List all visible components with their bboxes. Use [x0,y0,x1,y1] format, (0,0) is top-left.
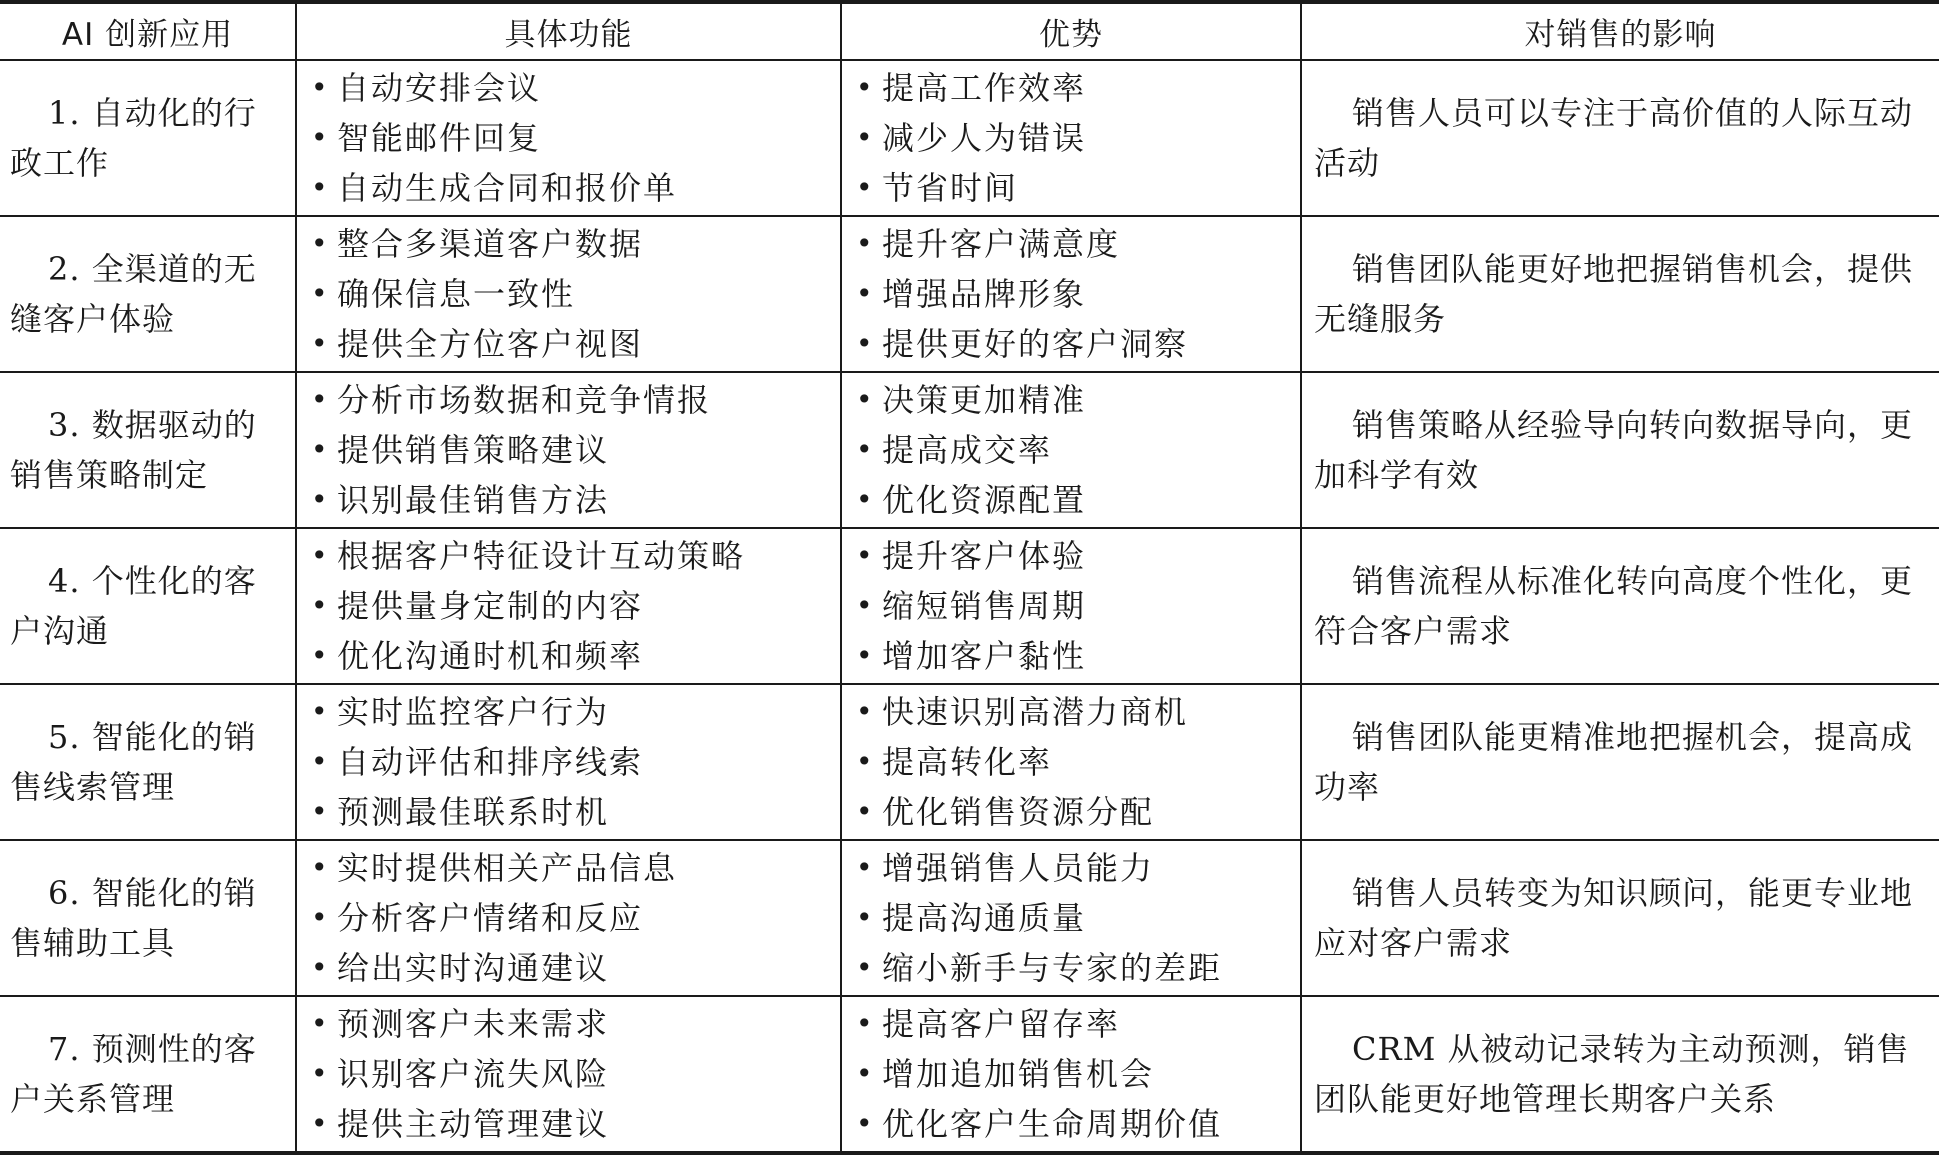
application-name: 6. 智能化的销售辅助工具 [10,874,257,962]
table-header-row [0,2,1939,60]
advantage-item: • 缩小新手与专家的差距 [882,943,1300,993]
impact-text: 销售流程从标准化转向高度个性化，更符合客户需求 [1314,562,1914,650]
advantage-item: • 缩短销售周期 [882,581,1300,631]
function-item: • 提供全方位客户视图 [337,319,840,369]
functions-list [297,843,840,993]
header-ai-application: AI 创新应用 [0,2,296,60]
impact-text: CRM 从被动记录转为主动预测，销售团队能更好地管理长期客户关系 [1314,1030,1910,1118]
application-cell [0,996,296,1153]
functions-list [297,375,840,525]
impact-text: 销售团队能更精准地把握机会，提高成功率 [1314,718,1914,806]
functions-list [297,687,840,837]
function-item: • 确保信息一致性 [337,269,840,319]
impact-text: 销售团队能更好地把握销售机会，提供无缝服务 [1314,250,1914,338]
advantages-list [842,219,1300,369]
application-cell [0,372,296,528]
advantage-item: • 增强销售人员能力 [882,843,1300,893]
advantage-item: • 提升客户满意度 [882,219,1300,269]
advantage-item: • 优化客户生命周期价值 [882,1099,1300,1149]
impact-cell [1301,528,1939,684]
function-item: • 识别最佳销售方法 [337,475,840,525]
application-cell [0,216,296,372]
functions-list [297,63,840,213]
application-cell [0,684,296,840]
functions-cell [296,528,841,684]
function-item: • 实时监控客户行为 [337,687,840,737]
impact-text: 销售人员转变为知识顾问，能更专业地应对客户需求 [1314,874,1914,962]
impact-cell [1301,684,1939,840]
advantages-cell [841,840,1301,996]
advantages-list [842,999,1300,1149]
advantages-list [842,843,1300,993]
function-item: • 智能邮件回复 [337,113,840,163]
advantage-item: • 提高工作效率 [882,63,1300,113]
function-item: • 分析客户情绪和反应 [337,893,840,943]
function-item: • 给出实时沟通建议 [337,943,840,993]
advantages-cell [841,216,1301,372]
function-item: • 提供量身定制的内容 [337,581,840,631]
function-item: • 自动评估和排序线索 [337,737,840,787]
table-row [0,840,1939,996]
functions-cell [296,372,841,528]
advantage-item: • 提高沟通质量 [882,893,1300,943]
table-row [0,60,1939,216]
functions-cell [296,840,841,996]
advantage-item: • 提高转化率 [882,737,1300,787]
functions-cell [296,996,841,1153]
function-item: • 整合多渠道客户数据 [337,219,840,269]
header-functions: 具体功能 [296,2,841,60]
impact-cell [1301,996,1939,1153]
application-cell [0,60,296,216]
advantages-cell [841,996,1301,1153]
application-name: 1. 自动化的行政工作 [10,94,257,182]
application-name: 3. 数据驱动的销售策略制定 [10,406,257,494]
advantage-item: • 快速识别高潜力商机 [882,687,1300,737]
advantage-item: • 提供更好的客户洞察 [882,319,1300,369]
function-item: • 根据客户特征设计互动策略 [337,531,840,581]
table-row [0,372,1939,528]
advantage-item: • 提高成交率 [882,425,1300,475]
function-item: • 提供主动管理建议 [337,1099,840,1149]
advantage-item: • 增强品牌形象 [882,269,1300,319]
functions-list [297,219,840,369]
impact-cell [1301,216,1939,372]
functions-cell [296,60,841,216]
table-row [0,528,1939,684]
application-cell [0,528,296,684]
table-row [0,996,1939,1153]
impact-cell [1301,840,1939,996]
advantage-item: • 决策更加精准 [882,375,1300,425]
function-item: • 预测客户未来需求 [337,999,840,1049]
advantage-item: • 增加客户黏性 [882,631,1300,681]
advantage-item: • 优化销售资源分配 [882,787,1300,837]
advantages-cell [841,684,1301,840]
advantages-list [842,63,1300,213]
application-name: 4. 个性化的客户沟通 [10,562,257,650]
table-row [0,684,1939,840]
functions-cell [296,684,841,840]
advantage-item: • 节省时间 [882,163,1300,213]
application-name: 2. 全渠道的无缝客户体验 [10,250,257,338]
advantages-list [842,687,1300,837]
functions-list [297,531,840,681]
function-item: • 提供销售策略建议 [337,425,840,475]
impact-cell [1301,60,1939,216]
function-item: • 自动安排会议 [337,63,840,113]
advantage-item: • 提升客户体验 [882,531,1300,581]
impact-text: 销售人员可以专注于高价值的人际互动活动 [1314,94,1914,182]
advantage-item: • 减少人为错误 [882,113,1300,163]
advantage-item: • 提高客户留存率 [882,999,1300,1049]
function-item: • 预测最佳联系时机 [337,787,840,837]
advantage-item: • 增加追加销售机会 [882,1049,1300,1099]
function-item: • 优化沟通时机和频率 [337,631,840,681]
advantages-list [842,531,1300,681]
advantages-list [842,375,1300,525]
advantages-cell [841,528,1301,684]
function-item: • 识别客户流失风险 [337,1049,840,1099]
header-sales-impact: 对销售的影响 [1301,2,1939,60]
advantages-cell [841,60,1301,216]
application-name: 5. 智能化的销售线索管理 [10,718,257,806]
advantage-item: • 优化资源配置 [882,475,1300,525]
table-row [0,216,1939,372]
function-item: • 实时提供相关产品信息 [337,843,840,893]
application-name: 7. 预测性的客户关系管理 [10,1030,257,1118]
header-advantages: 优势 [841,2,1301,60]
functions-cell [296,216,841,372]
application-cell [0,840,296,996]
impact-cell [1301,372,1939,528]
function-item: • 分析市场数据和竞争情报 [337,375,840,425]
impact-text: 销售策略从经验导向转向数据导向，更加科学有效 [1314,406,1914,494]
advantages-cell [841,372,1301,528]
function-item: • 自动生成合同和报价单 [337,163,840,213]
functions-list [297,999,840,1149]
